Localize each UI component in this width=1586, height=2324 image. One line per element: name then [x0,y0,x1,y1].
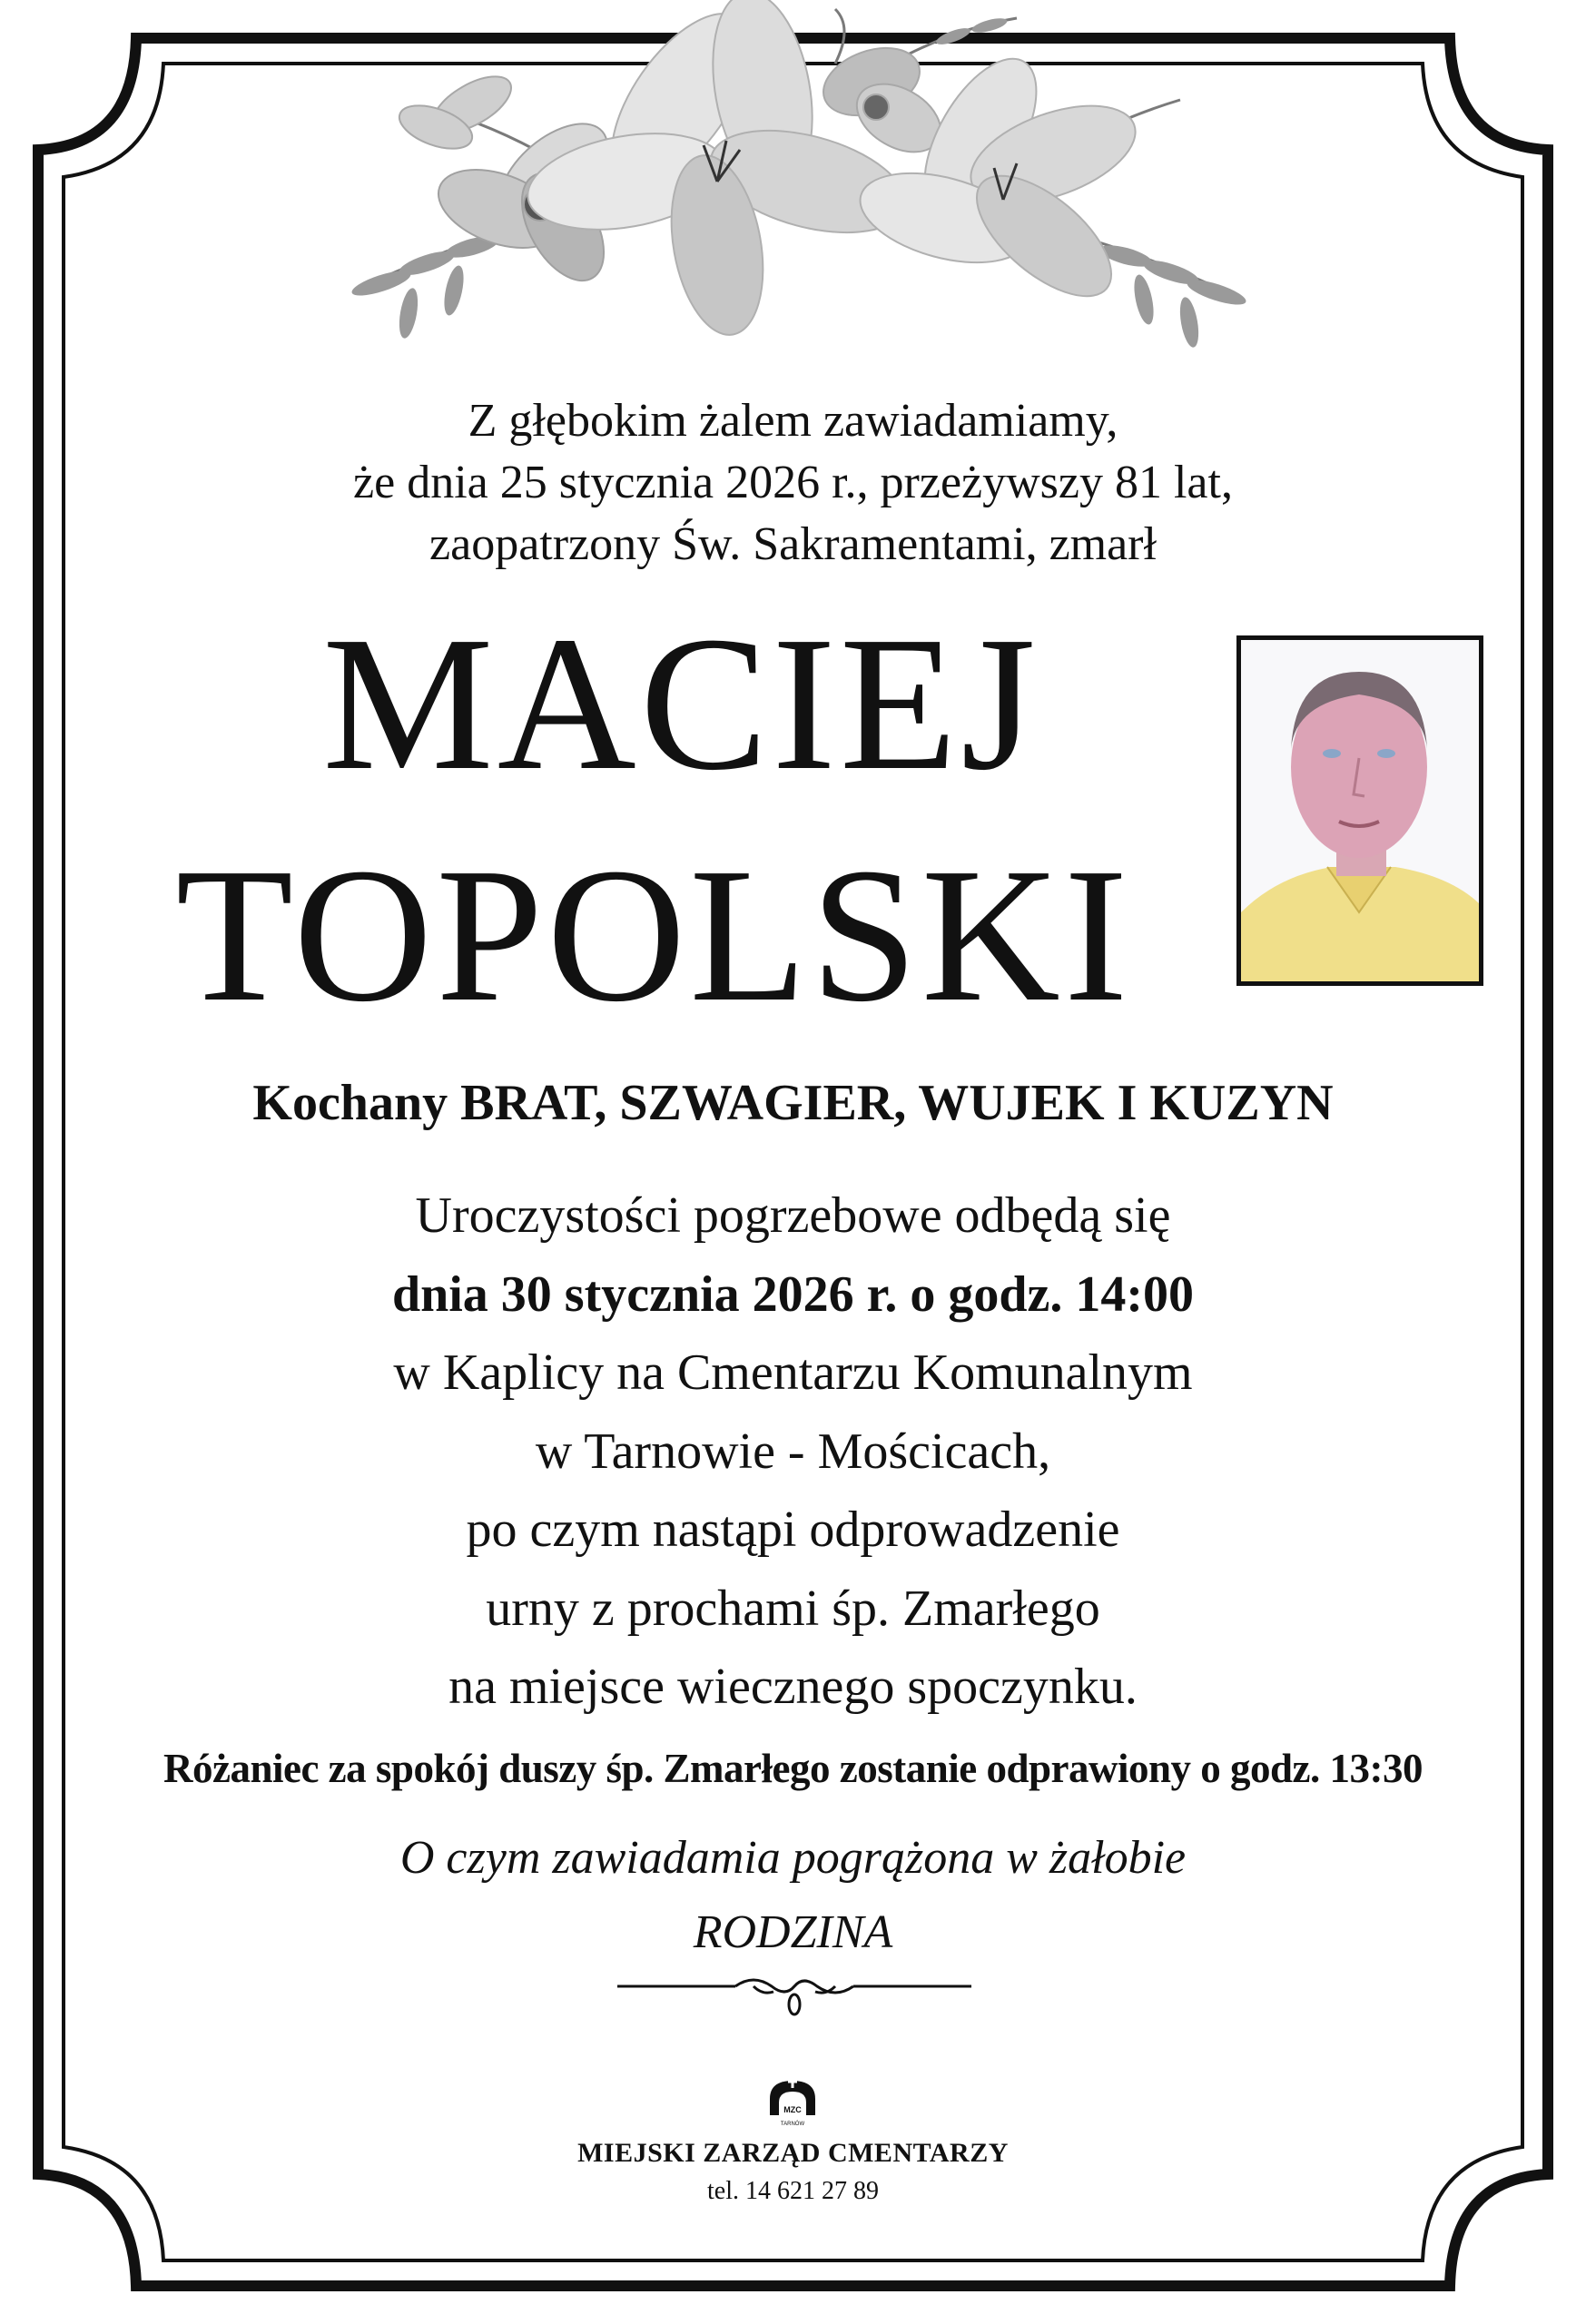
funeral-line: po czym nastąpi odprowadzenie [466,1502,1120,1558]
flower-ornament [327,0,1271,399]
organization-phone: tel. 14 621 27 89 [707,2177,879,2205]
family-relations: Kochany BRAT, SZWAGIER, WUJEK I KUZYN [252,1075,1334,1131]
closing-line: O czym zawiadamia pogrążona w żałobie [399,1832,1187,1884]
organization-name: MIEJSKI ZARZĄD CMENTARZY [577,2138,1009,2168]
deceased-first-name: MACIEJ [322,596,1039,810]
deceased-last-name: TOPOLSKI [175,828,1132,1041]
intro-line: że dnia 25 stycznia 2026 r., przeżywszy 81 lat, [353,457,1233,508]
funeral-line: w Tarnowie - Mościcach, [535,1423,1051,1480]
portrait-photo [1236,635,1483,986]
funeral-line: w Kaplicy na Cmentarzu Komunalnym [393,1344,1193,1401]
rosary-note: Różaniec za spokój duszy śp. Zmarłego zostanie odprawiony o godz. 13:30 [163,1746,1423,1791]
funeral-date-line: dnia 30 stycznia 2026 r. o godz. 14:00 [391,1265,1195,1323]
mzc-logo [764,2075,821,2128]
intro-line: zaopatrzony Św. Sakramentami, zmarł [429,518,1157,570]
funeral-details [0,1177,1586,1727]
ornamental-divider [617,1966,971,2021]
portrait-illustration [1241,640,1479,981]
intro-text [0,390,1586,576]
logo-text: MZC [783,2105,802,2114]
funeral-line: na miejsce wiecznego spoczynku. [448,1659,1138,1715]
family-signature: RODZINA [693,1906,893,1958]
funeral-line: Uroczystości pogrzebowe odbędą się [415,1187,1171,1244]
funeral-line: urny z prochami śp. Zmarłego [486,1580,1100,1637]
logo-subtext: TARNÓW [780,2122,805,2127]
intro-line: Z głębokim żalem zawiadamiamy, [468,395,1118,447]
closing-text [0,1821,1586,1970]
